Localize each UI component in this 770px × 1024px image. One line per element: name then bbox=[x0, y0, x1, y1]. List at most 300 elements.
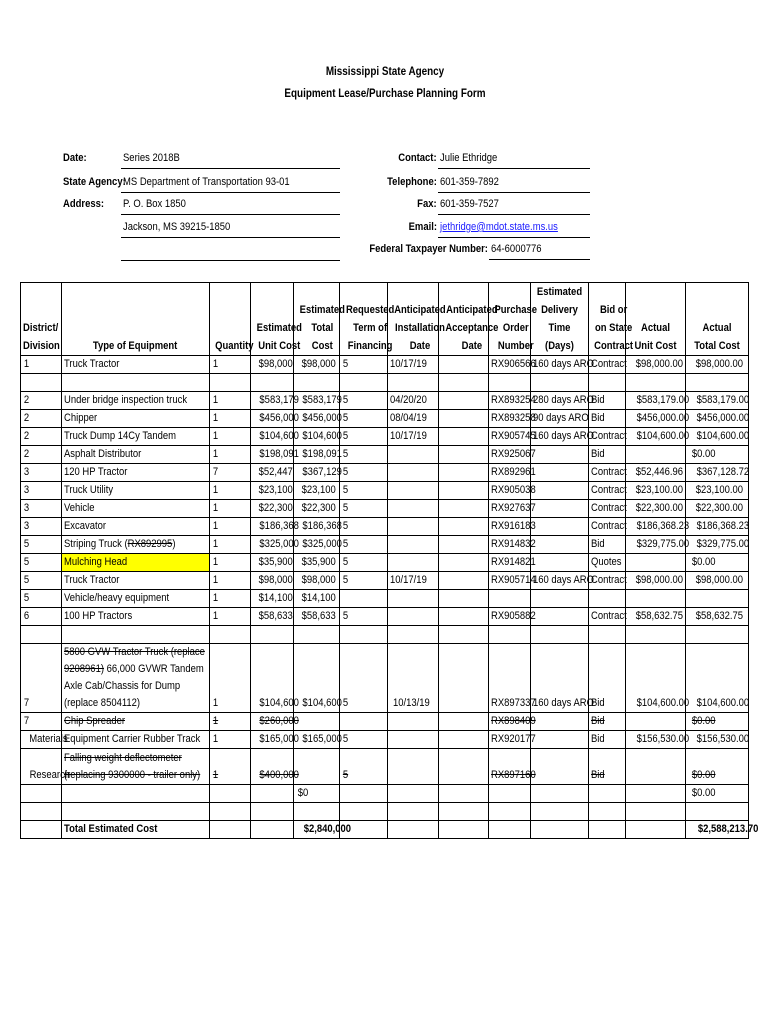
quantity-cell: 1 bbox=[210, 608, 251, 626]
table-cell bbox=[210, 785, 251, 803]
unit-cost-cell: $104,600 bbox=[251, 644, 294, 713]
email-label: Email: bbox=[408, 221, 437, 233]
actual-unit-cell: $98,000.00 bbox=[626, 572, 686, 590]
col-bid: Bid or on State Contract bbox=[589, 283, 626, 356]
telephone-underline bbox=[438, 192, 590, 193]
district-cell: Research bbox=[21, 749, 62, 785]
term-cell: 5 bbox=[340, 554, 388, 572]
equipment-type-cell: Truck Tractor bbox=[62, 572, 210, 590]
table-cell bbox=[439, 821, 489, 839]
install-date-cell bbox=[388, 464, 439, 482]
actual-total-cell: $583,179.00 bbox=[686, 392, 749, 410]
district-cell: 2 bbox=[21, 446, 62, 464]
actual-unit-cell: $104,600.00 bbox=[626, 428, 686, 446]
bid-cell: Bid bbox=[589, 713, 626, 731]
equipment-type-cell: 120 HP Tractor bbox=[62, 464, 210, 482]
spacer-cell bbox=[21, 626, 62, 644]
install-date-cell bbox=[388, 536, 439, 554]
po-number-cell: RX898409 bbox=[489, 713, 531, 731]
total-actual-cost: $2,588,213.70 bbox=[686, 821, 749, 839]
spacer-cell bbox=[439, 374, 489, 392]
contact-value: Julie Ethridge bbox=[440, 152, 498, 164]
po-number-cell: RX906566 bbox=[489, 356, 531, 374]
install-date-cell bbox=[388, 500, 439, 518]
actual-unit-cell: $98,000.00 bbox=[626, 356, 686, 374]
total-cost-cell: $58,633 bbox=[294, 608, 340, 626]
total-cost-cell: $104,600 bbox=[294, 644, 340, 713]
actual-total-cell: $104,600.00 bbox=[686, 644, 749, 713]
spacer-cell bbox=[388, 374, 439, 392]
actual-total-cell: $0.00 bbox=[686, 785, 749, 803]
equipment-type-cell: Truck Utility bbox=[62, 482, 210, 500]
actual-total-cell: $0.00 bbox=[686, 713, 749, 731]
actual-unit-cell bbox=[626, 590, 686, 608]
unit-cost-cell: $98,000 bbox=[251, 572, 294, 590]
delivery-cell bbox=[531, 446, 589, 464]
quantity-cell: 1 bbox=[210, 713, 251, 731]
table-row bbox=[21, 554, 749, 572]
term-cell: 5 bbox=[340, 608, 388, 626]
district-cell: Materials bbox=[21, 731, 62, 749]
install-date-cell: 10/13/19 bbox=[388, 644, 439, 713]
state-agency-value: MS Department of Transportation 93-01 bbox=[123, 176, 290, 188]
total-cost-cell: $583,179 bbox=[294, 392, 340, 410]
table-cell bbox=[21, 785, 62, 803]
table-row bbox=[21, 590, 749, 608]
table-row-research bbox=[21, 749, 749, 785]
po-number-cell: RX916183 bbox=[489, 518, 531, 536]
actual-unit-cell: $22,300.00 bbox=[626, 500, 686, 518]
total-cost-cell: $325,000 bbox=[294, 536, 340, 554]
delivery-cell: 160 days ARO bbox=[531, 428, 589, 446]
accept-date-cell bbox=[439, 446, 489, 464]
delivery-cell bbox=[531, 731, 589, 749]
table-cell bbox=[62, 803, 210, 821]
bid-cell: Bid bbox=[589, 536, 626, 554]
po-number-cell: RX893254 bbox=[489, 392, 531, 410]
delivery-cell bbox=[531, 713, 589, 731]
district-cell: 2 bbox=[21, 392, 62, 410]
spacer-cell bbox=[439, 626, 489, 644]
unit-cost-cell: $22,300 bbox=[251, 500, 294, 518]
spacer-cell bbox=[340, 374, 388, 392]
spacer-cell bbox=[531, 374, 589, 392]
install-date-cell: 10/17/19 bbox=[388, 356, 439, 374]
term-cell: 5 bbox=[340, 428, 388, 446]
delivery-cell bbox=[531, 500, 589, 518]
table-row bbox=[21, 428, 749, 446]
delivery-cell bbox=[531, 608, 589, 626]
equipment-table bbox=[20, 282, 759, 839]
col-type: Type of Equipment bbox=[62, 283, 210, 356]
quantity-cell: 1 bbox=[210, 749, 251, 785]
unit-cost-cell: $186,368 bbox=[251, 518, 294, 536]
delivery-cell: 160 days ARO bbox=[531, 572, 589, 590]
total-cost-cell: $98,000 bbox=[294, 572, 340, 590]
po-number-cell: RX905714 bbox=[489, 572, 531, 590]
install-date-cell bbox=[388, 554, 439, 572]
quantity-cell: 1 bbox=[210, 518, 251, 536]
term-cell: 5 bbox=[340, 572, 388, 590]
spacer-cell bbox=[388, 626, 439, 644]
total-estimated-cost: $2,840,000 bbox=[294, 821, 340, 839]
accept-date-cell bbox=[439, 590, 489, 608]
po-number-cell: RX914821 bbox=[489, 554, 531, 572]
spacer-cell bbox=[340, 626, 388, 644]
delivery-cell bbox=[531, 749, 589, 785]
spacer-cell bbox=[21, 374, 62, 392]
accept-date-cell bbox=[439, 572, 489, 590]
equipment-type-cell: Excavator bbox=[62, 518, 210, 536]
bid-cell: Quotes bbox=[589, 554, 626, 572]
term-cell bbox=[340, 713, 388, 731]
table-cell bbox=[589, 821, 626, 839]
actual-unit-cell: $186,368.23 bbox=[626, 518, 686, 536]
actual-unit-cell: $456,000.00 bbox=[626, 410, 686, 428]
delivery-cell bbox=[531, 464, 589, 482]
bid-cell: Bid bbox=[589, 749, 626, 785]
contact-underline bbox=[438, 168, 590, 169]
table-cell bbox=[626, 821, 686, 839]
district-cell: 3 bbox=[21, 500, 62, 518]
total-cost-cell: $456,000 bbox=[294, 410, 340, 428]
equipment-type-cell: Chip Spreader bbox=[62, 713, 210, 731]
total-cost-cell: $186,368 bbox=[294, 518, 340, 536]
accept-date-cell bbox=[439, 518, 489, 536]
address-underline-1 bbox=[121, 214, 340, 215]
spacer-cell bbox=[589, 626, 626, 644]
accept-date-cell bbox=[439, 356, 489, 374]
table-row-zero bbox=[21, 785, 749, 803]
spacer-row bbox=[21, 626, 749, 644]
delivery-cell: 160 days ARO bbox=[531, 644, 589, 713]
accept-date-cell bbox=[439, 500, 489, 518]
district-cell: 7 bbox=[21, 644, 62, 713]
accept-date-cell bbox=[439, 410, 489, 428]
quantity-cell: 1 bbox=[210, 554, 251, 572]
spacer-cell bbox=[251, 374, 294, 392]
equipment-type-cell: 5800 GVW Tractor Truck (replace 9208961) 66,000 GVWR Tandem Axle Cab/Chassis for Dump (replace 8504112) bbox=[62, 644, 210, 713]
form-title: Equipment Lease/Purchase Planning Form bbox=[284, 88, 486, 100]
table-cell bbox=[686, 803, 749, 821]
table-total-row bbox=[21, 821, 749, 839]
equipment-type-cell: Asphalt Distributor bbox=[62, 446, 210, 464]
table-cell bbox=[489, 803, 531, 821]
total-cost-cell: $14,100 bbox=[294, 590, 340, 608]
equipment-type-cell: Vehicle/heavy equipment bbox=[62, 590, 210, 608]
address-underline-2 bbox=[121, 237, 340, 238]
unit-cost-cell: $58,633 bbox=[251, 608, 294, 626]
actual-total-cell: $329,775.00 bbox=[686, 536, 749, 554]
equipment-type-cell: Equipment Carrier Rubber Track bbox=[62, 731, 210, 749]
term-cell: 5 bbox=[340, 464, 388, 482]
district-cell: 5 bbox=[21, 572, 62, 590]
actual-unit-cell: $52,446.96 bbox=[626, 464, 686, 482]
spacer-cell bbox=[626, 374, 686, 392]
table-row-chip-spreader bbox=[21, 713, 749, 731]
table-row-materials bbox=[21, 731, 749, 749]
spacer-cell bbox=[626, 626, 686, 644]
table-cell bbox=[340, 803, 388, 821]
district-cell: 5 bbox=[21, 590, 62, 608]
po-number-cell: RX905745 bbox=[489, 428, 531, 446]
actual-total-cell: $367,128.72 bbox=[686, 464, 749, 482]
col-install-date: Anticipated Installation Date bbox=[388, 283, 439, 356]
taxpayer-label: Federal Taxpayer Number: bbox=[369, 243, 488, 255]
term-cell: 5 bbox=[340, 500, 388, 518]
bid-cell: Bid bbox=[589, 644, 626, 713]
contact-label: Contact: bbox=[398, 152, 437, 164]
quantity-cell: 1 bbox=[210, 446, 251, 464]
accept-date-cell bbox=[439, 713, 489, 731]
bid-cell: Contract bbox=[589, 464, 626, 482]
unit-cost-cell: $165,000 bbox=[251, 731, 294, 749]
col-accept-date: Anticipated Acceptance Date bbox=[439, 283, 489, 356]
term-cell: 5 bbox=[340, 644, 388, 713]
col-actual-unit: Actual Unit Cost bbox=[626, 283, 686, 356]
address-label: Address: bbox=[63, 198, 105, 210]
table-cell bbox=[489, 785, 531, 803]
po-number-cell: RX892961 bbox=[489, 464, 531, 482]
unit-cost-cell: $400,000 bbox=[251, 749, 294, 785]
po-number-cell: RX897160 bbox=[489, 749, 531, 785]
address-line2: Jackson, MS 39215-1850 bbox=[123, 221, 231, 233]
unit-cost-cell: $98,000 bbox=[251, 356, 294, 374]
accept-date-cell bbox=[439, 608, 489, 626]
bid-cell: Contract bbox=[589, 518, 626, 536]
quantity-cell: 1 bbox=[210, 644, 251, 713]
install-date-cell bbox=[388, 446, 439, 464]
po-number-cell bbox=[489, 590, 531, 608]
actual-unit-cell: $104,600.00 bbox=[626, 644, 686, 713]
accept-date-cell bbox=[439, 392, 489, 410]
po-number-cell: RX897337 bbox=[489, 644, 531, 713]
address-line1: P. O. Box 1850 bbox=[123, 198, 186, 210]
table-row bbox=[21, 608, 749, 626]
table-header-row bbox=[21, 283, 749, 356]
table-cell bbox=[340, 785, 388, 803]
col-actual-total: Actual Total Cost bbox=[686, 283, 749, 356]
actual-total-cell: $0.00 bbox=[686, 446, 749, 464]
actual-total-cell: $104,600.00 bbox=[686, 428, 749, 446]
total-cost-cell bbox=[294, 749, 340, 785]
actual-total-cell: $0.00 bbox=[686, 554, 749, 572]
table-cell bbox=[439, 803, 489, 821]
actual-total-cell: $23,100.00 bbox=[686, 482, 749, 500]
table-cell bbox=[210, 821, 251, 839]
district-cell: 7 bbox=[21, 713, 62, 731]
actual-total-cell: $156,530.00 bbox=[686, 731, 749, 749]
unit-cost-cell: $260,000 bbox=[251, 713, 294, 731]
table-cell bbox=[589, 785, 626, 803]
col-quantity: Quantity bbox=[210, 283, 251, 356]
table-cell bbox=[531, 803, 589, 821]
spacer-cell bbox=[294, 374, 340, 392]
quantity-cell: 1 bbox=[210, 356, 251, 374]
term-cell: 5 bbox=[340, 536, 388, 554]
delivery-cell: 280 days ARO bbox=[531, 392, 589, 410]
delivery-cell: 160 days ARO bbox=[531, 356, 589, 374]
po-number-cell: RX927637 bbox=[489, 500, 531, 518]
table-row-tractor-truck bbox=[21, 644, 749, 713]
district-cell: 3 bbox=[21, 464, 62, 482]
total-cost-cell bbox=[294, 713, 340, 731]
po-number-cell: RX925067 bbox=[489, 446, 531, 464]
quantity-cell: 1 bbox=[210, 590, 251, 608]
unit-cost-cell: $14,100 bbox=[251, 590, 294, 608]
table-cell bbox=[489, 821, 531, 839]
term-cell: 5 bbox=[340, 749, 388, 785]
total-label: Total Estimated Cost bbox=[62, 821, 210, 839]
col-total-cost: Estimated Total Cost bbox=[294, 283, 340, 356]
bid-cell: Contract bbox=[589, 356, 626, 374]
taxpayer-underline bbox=[489, 259, 590, 260]
total-cost-cell: $165,000 bbox=[294, 731, 340, 749]
actual-total-cell: $22,300.00 bbox=[686, 500, 749, 518]
table-cell bbox=[626, 803, 686, 821]
install-date-cell bbox=[388, 590, 439, 608]
table-row bbox=[21, 482, 749, 500]
quantity-cell: 1 bbox=[210, 392, 251, 410]
spacer-cell bbox=[210, 374, 251, 392]
bid-cell: Contract bbox=[589, 428, 626, 446]
total-cost-cell: $22,300 bbox=[294, 500, 340, 518]
po-number-cell: RX905882 bbox=[489, 608, 531, 626]
equipment-type-cell: Falling weight deflectometer (replacing 9300000 - trailer only) bbox=[62, 749, 210, 785]
address-underline-3 bbox=[121, 260, 340, 261]
total-cost-cell: $198,091 bbox=[294, 446, 340, 464]
table-row bbox=[21, 572, 749, 590]
po-number-cell: RX893258 bbox=[489, 410, 531, 428]
actual-unit-cell: $583,179.00 bbox=[626, 392, 686, 410]
po-number-cell: RX905038 bbox=[489, 482, 531, 500]
date-underline bbox=[121, 168, 340, 169]
table-row-empty bbox=[21, 803, 749, 821]
actual-total-cell: $98,000.00 bbox=[686, 356, 749, 374]
actual-unit-cell: $23,100.00 bbox=[626, 482, 686, 500]
fax-value: 601-359-7527 bbox=[440, 198, 499, 210]
equipment-type-cell: Striping Truck (RX892995) bbox=[62, 536, 210, 554]
spacer-cell bbox=[686, 374, 749, 392]
term-cell: 5 bbox=[340, 392, 388, 410]
table-row bbox=[21, 356, 749, 374]
delivery-cell bbox=[531, 536, 589, 554]
fax-label: Fax: bbox=[417, 198, 437, 210]
quantity-cell: 1 bbox=[210, 428, 251, 446]
accept-date-cell bbox=[439, 731, 489, 749]
table-cell bbox=[388, 821, 439, 839]
equipment-type-cell: Truck Tractor bbox=[62, 356, 210, 374]
actual-unit-cell bbox=[626, 446, 686, 464]
unit-cost-cell: $456,000 bbox=[251, 410, 294, 428]
spacer-cell bbox=[489, 626, 531, 644]
spacer-cell bbox=[62, 374, 210, 392]
taxpayer-value: 64-6000776 bbox=[491, 243, 542, 255]
table-row bbox=[21, 518, 749, 536]
delivery-cell: 90 days ARO bbox=[531, 410, 589, 428]
unit-cost-cell: $583,179 bbox=[251, 392, 294, 410]
table-row bbox=[21, 536, 749, 554]
district-cell: 2 bbox=[21, 428, 62, 446]
agency-heading: Mississippi State Agency bbox=[325, 66, 445, 78]
telephone-label: Telephone: bbox=[387, 176, 437, 188]
unit-cost-cell: $198,091 bbox=[251, 446, 294, 464]
install-date-cell: 08/04/19 bbox=[388, 410, 439, 428]
table-cell bbox=[251, 821, 294, 839]
term-cell bbox=[340, 590, 388, 608]
quantity-cell: 1 bbox=[210, 572, 251, 590]
district-cell: 3 bbox=[21, 482, 62, 500]
bid-cell: Bid bbox=[589, 410, 626, 428]
district-cell: 3 bbox=[21, 518, 62, 536]
table-row bbox=[21, 446, 749, 464]
actual-unit-cell: $58,632.75 bbox=[626, 608, 686, 626]
install-date-cell: 04/20/20 bbox=[388, 392, 439, 410]
quantity-cell: 1 bbox=[210, 482, 251, 500]
install-date-cell bbox=[388, 608, 439, 626]
table-row bbox=[21, 392, 749, 410]
actual-unit-cell: $156,530.00 bbox=[626, 731, 686, 749]
install-date-cell bbox=[388, 731, 439, 749]
total-cost-cell: $23,100 bbox=[294, 482, 340, 500]
unit-cost-cell: $35,900 bbox=[251, 554, 294, 572]
term-cell: 5 bbox=[340, 410, 388, 428]
actual-unit-cell bbox=[626, 749, 686, 785]
total-cost-cell: $0 bbox=[294, 785, 340, 803]
quantity-cell: 1 bbox=[210, 731, 251, 749]
email-link[interactable]: jethridge@mdot.state.ms.us bbox=[440, 221, 558, 233]
accept-date-cell bbox=[439, 644, 489, 713]
table-cell bbox=[251, 803, 294, 821]
quantity-cell: 7 bbox=[210, 464, 251, 482]
delivery-cell bbox=[531, 482, 589, 500]
install-date-cell bbox=[388, 713, 439, 731]
accept-date-cell bbox=[439, 536, 489, 554]
install-date-cell: 10/17/19 bbox=[388, 572, 439, 590]
state-agency-label: State Agency: bbox=[63, 176, 126, 188]
spacer-cell bbox=[489, 374, 531, 392]
term-cell: 5 bbox=[340, 518, 388, 536]
actual-unit-cell bbox=[626, 554, 686, 572]
actual-total-cell: $186,368.23 bbox=[686, 518, 749, 536]
spacer-cell bbox=[251, 626, 294, 644]
state-agency-underline bbox=[121, 192, 340, 193]
telephone-value: 601-359-7892 bbox=[440, 176, 499, 188]
total-cost-cell: $367,129 bbox=[294, 464, 340, 482]
accept-date-cell bbox=[439, 464, 489, 482]
actual-unit-cell bbox=[626, 713, 686, 731]
table-cell bbox=[589, 803, 626, 821]
district-cell: 5 bbox=[21, 554, 62, 572]
delivery-cell bbox=[531, 518, 589, 536]
fax-underline bbox=[438, 214, 590, 215]
term-cell: 5 bbox=[340, 482, 388, 500]
actual-total-cell bbox=[686, 590, 749, 608]
col-unit-cost: Estimated Unit Cost bbox=[251, 283, 294, 356]
spacer-cell bbox=[531, 626, 589, 644]
table-cell bbox=[388, 785, 439, 803]
term-cell: 5 bbox=[340, 446, 388, 464]
table-cell bbox=[531, 821, 589, 839]
install-date-cell bbox=[388, 518, 439, 536]
table-cell bbox=[531, 785, 589, 803]
install-date-cell bbox=[388, 749, 439, 785]
table-cell bbox=[21, 821, 62, 839]
unit-cost-cell: $52,447 bbox=[251, 464, 294, 482]
bid-cell: Contract bbox=[589, 482, 626, 500]
total-cost-cell: $35,900 bbox=[294, 554, 340, 572]
district-cell: 6 bbox=[21, 608, 62, 626]
